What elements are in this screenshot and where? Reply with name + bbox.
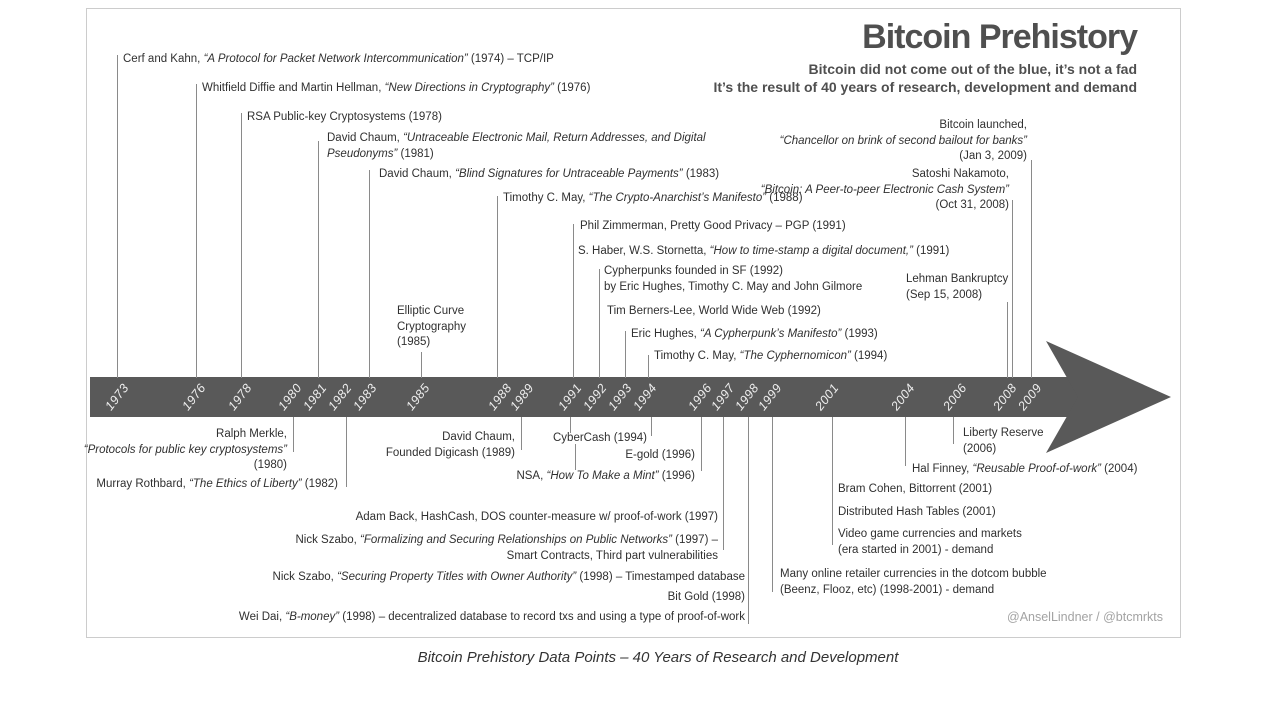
event-text-line: Satoshi Nakamoto, bbox=[911, 168, 1009, 180]
event-text-line: Elliptic Curve bbox=[397, 305, 465, 317]
connector-liberty-2006 bbox=[953, 417, 954, 444]
event-text-line: Timothy C. May, “The Crypto-Anarchist’s Manifesto” (1988) bbox=[503, 192, 803, 204]
watermark-credit: @AnselLindner / @btcmrkts bbox=[1007, 610, 1163, 624]
connector-rsa-1978 bbox=[241, 113, 242, 378]
year-label-1998: 1998 bbox=[732, 380, 762, 414]
year-label-1996: 1996 bbox=[685, 380, 715, 414]
year-label-1988: 1988 bbox=[485, 380, 515, 414]
connector-tick-1994 bbox=[651, 417, 652, 436]
event-text-line: (Sep 15, 2008) bbox=[906, 288, 983, 301]
event-text-line: Cryptography bbox=[397, 320, 467, 333]
event-dotcom-retailer-currencies-1999 bbox=[780, 567, 1047, 598]
connector-chaum-1983 bbox=[369, 170, 370, 378]
connector-whitepaper-2008 bbox=[1012, 200, 1013, 378]
connector-chaum-1981 bbox=[318, 141, 319, 378]
event-text-line: David Chaum, “Blind Signatures for Untraceable Payments” (1983) bbox=[379, 168, 720, 180]
event-distributed-hash-tables-2001 bbox=[838, 505, 996, 521]
event-cybercash-1994 bbox=[553, 431, 647, 447]
event-text-line: CyberCash (1994) bbox=[553, 432, 647, 444]
event-liberty-reserve-2006 bbox=[963, 426, 1044, 457]
event-text-line: (Oct 31, 2008) bbox=[935, 199, 1009, 211]
event-bitcoin-launched-2009 bbox=[780, 118, 1027, 165]
connector-may-1988 bbox=[497, 196, 498, 378]
event-text-line: (1985) bbox=[397, 336, 431, 348]
event-text-line: (era started in 2001) - demand bbox=[838, 543, 994, 556]
event-digicash-founded-1989 bbox=[386, 430, 515, 461]
connector-digicash-1989 bbox=[521, 417, 522, 450]
event-elliptic-curve-cryptography-1985 bbox=[397, 304, 466, 351]
event-b-money-1998 bbox=[239, 610, 745, 626]
event-text-line: Bitcoin launched, bbox=[939, 119, 1027, 131]
year-label-1993: 1993 bbox=[605, 380, 635, 414]
event-text-line: (2006) bbox=[963, 442, 997, 455]
year-label-2006: 2006 bbox=[940, 380, 970, 414]
connector-cyphernomicon-1994 bbox=[648, 355, 649, 378]
event-cypherpunks-founded-1992 bbox=[604, 264, 862, 295]
year-label-2004: 2004 bbox=[888, 380, 918, 414]
connector-szabo-1998 bbox=[748, 417, 749, 624]
event-hashcash-1997 bbox=[356, 510, 718, 526]
year-label-2008: 2008 bbox=[990, 380, 1020, 414]
event-cypherpunk-manifesto-1993 bbox=[631, 327, 878, 343]
event-text-line: Cypherpunks founded in SF (1992) bbox=[604, 265, 783, 277]
connector-launch-2009 bbox=[1031, 160, 1032, 378]
connector-merkle-1980 bbox=[293, 417, 294, 452]
year-label-2001: 2001 bbox=[812, 380, 842, 414]
event-text-line: Many online retailer currencies in the dotcom bubble bbox=[780, 568, 1047, 580]
year-label-1976: 1976 bbox=[179, 380, 209, 414]
event-bittorrent-2001 bbox=[838, 482, 992, 498]
event-text-line: Ralph Merkle, bbox=[216, 428, 287, 440]
event-crypto-anarchist-manifesto-1988 bbox=[503, 191, 803, 207]
year-label-1997: 1997 bbox=[708, 380, 738, 414]
connector-egold-nsa-1996 bbox=[701, 417, 702, 471]
event-rsa-1978 bbox=[247, 110, 442, 126]
event-merkle-public-key-protocols-1980 bbox=[84, 427, 287, 474]
event-szabo-property-titles-1998 bbox=[273, 570, 745, 586]
connector-hashcash-szabo-1997 bbox=[723, 417, 724, 550]
connector-dotcom-1999 bbox=[772, 417, 773, 592]
event-text-line: Video game currencies and markets bbox=[838, 528, 1022, 540]
event-text-line: Bram Cohen, Bittorrent (2001) bbox=[838, 483, 993, 495]
event-szabo-formalizing-relationships-1997 bbox=[295, 533, 718, 564]
event-text-line: Nick Szabo, “Formalizing and Securing Relationships on Public Networks” (1997) – bbox=[295, 534, 718, 546]
event-tcpip-1974 bbox=[123, 52, 554, 68]
event-rothbard-ethics-of-liberty-1982 bbox=[96, 477, 338, 493]
event-e-gold-1996 bbox=[625, 448, 695, 464]
connector-tcpip-1974 bbox=[117, 55, 118, 378]
connector-new-directions-1976 bbox=[196, 84, 197, 378]
year-label-1989: 1989 bbox=[507, 380, 537, 414]
event-text-line: by Eric Hughes, Timothy C. May and John Gilmore bbox=[604, 280, 863, 293]
event-text-line: Cerf and Kahn, “A Protocol for Packet Network Intercommunication” (1974) – TCP/IP bbox=[123, 53, 554, 65]
event-bitcoin-whitepaper-2008 bbox=[761, 167, 1009, 214]
event-text-line: Smart Contracts, Third part vulnerabilities bbox=[506, 549, 718, 562]
year-label-1992: 1992 bbox=[580, 380, 610, 414]
year-label-1981: 1981 bbox=[300, 380, 330, 414]
year-label-1994: 1994 bbox=[630, 380, 660, 414]
event-text-line: “Bitcoin: A Peer-to-peer Electronic Cash System” bbox=[760, 183, 1009, 196]
year-label-1980: 1980 bbox=[275, 380, 305, 414]
event-bit-gold-1998 bbox=[668, 590, 745, 606]
event-text-line: Pseudonyms” (1981) bbox=[327, 147, 434, 160]
event-reusable-proof-of-work-2004 bbox=[912, 462, 1137, 478]
event-text-line: Liberty Reserve bbox=[963, 427, 1044, 439]
event-cyphernomicon-1994 bbox=[654, 349, 887, 365]
event-text-line: David Chaum, bbox=[442, 431, 515, 443]
year-label-1983: 1983 bbox=[350, 380, 380, 414]
event-lehman-bankruptcy-2008 bbox=[906, 272, 1008, 303]
subtitle-line1: Bitcoin did not come out of the blue, it’s not a fad bbox=[808, 61, 1137, 77]
timeline-arrowhead-icon bbox=[1040, 338, 1176, 458]
year-label-1991: 1991 bbox=[555, 380, 585, 414]
event-text-line: Wei Dai, “B-money” (1998) – decentralized database to record txs and using a type of proof-of-work bbox=[238, 611, 745, 623]
year-label-1985: 1985 bbox=[403, 380, 433, 414]
event-time-stamp-digital-document-1991 bbox=[578, 244, 949, 260]
event-pgp-1991 bbox=[580, 219, 846, 235]
event-chaum-blind-signatures-1983 bbox=[379, 167, 719, 183]
connector-pgp-haber-1991 bbox=[573, 224, 574, 378]
year-label-1982: 1982 bbox=[325, 380, 355, 414]
event-text-line: Phil Zimmerman, Pretty Good Privacy – PGP (1991) bbox=[580, 220, 846, 232]
connector-manifesto-1993 bbox=[625, 331, 626, 378]
event-text-line: Hal Finney, “Reusable Proof-of-work” (2004) bbox=[912, 463, 1138, 475]
year-label-1999: 1999 bbox=[755, 380, 785, 414]
connector-cypherpunks-www-1992 bbox=[599, 269, 600, 378]
image-caption: Bitcoin Prehistory Data Points – 40 Years of Research and Development bbox=[417, 649, 899, 666]
year-label-2009: 2009 bbox=[1015, 380, 1045, 414]
event-text-line: Murray Rothbard, “The Ethics of Liberty” (1982) bbox=[96, 478, 338, 490]
event-text-line: Nick Szabo, “Securing Property Titles with Owner Authority” (1998) – Timestamped database bbox=[272, 571, 745, 583]
page-title: Bitcoin Prehistory bbox=[862, 18, 1137, 56]
event-text-line: Tim Berners-Lee, World Wide Web (1992) bbox=[607, 305, 821, 317]
connector-finney-2004 bbox=[905, 417, 906, 466]
event-text-line: RSA Public-key Cryptosystems (1978) bbox=[247, 111, 442, 123]
connector-group-2001 bbox=[832, 417, 833, 545]
event-text-line: Distributed Hash Tables (2001) bbox=[838, 506, 996, 518]
event-text-line: S. Haber, W.S. Stornetta, “How to time-stamp a digital document,” (1991) bbox=[578, 245, 950, 257]
event-text-line: Adam Back, HashCash, DOS counter-measure w/ proof-of-work (1997) bbox=[355, 511, 718, 523]
year-label-1973: 1973 bbox=[102, 380, 132, 414]
event-text-line: (Jan 3, 2009) bbox=[959, 150, 1027, 162]
subtitle-line2: It’s the result of 40 years of research, development and demand bbox=[713, 79, 1137, 95]
connector-ecc-1985 bbox=[421, 352, 422, 378]
event-text-line: Founded Digicash (1989) bbox=[385, 446, 515, 459]
connector-cybercash-egold-link bbox=[575, 444, 576, 470]
event-text-line: Timothy C. May, “The Cyphernomicon” (1994) bbox=[654, 350, 888, 362]
event-text-line: E-gold (1996) bbox=[625, 449, 695, 461]
event-nsa-how-to-make-a-mint-1996 bbox=[516, 469, 695, 485]
event-text-line: Bit Gold (1998) bbox=[667, 591, 745, 603]
event-text-line: Whitfield Diffie and Martin Hellman, “New Directions in Cryptography” (1976) bbox=[202, 82, 591, 94]
connector-rothbard-1982 bbox=[346, 417, 347, 487]
event-text-line: “Chancellor on brink of second bailout for banks” bbox=[779, 134, 1027, 147]
event-new-directions-cryptography-1976 bbox=[202, 81, 590, 97]
event-text-line: Lehman Bankruptcy bbox=[906, 273, 1009, 285]
event-chaum-untraceable-mail-1981 bbox=[327, 131, 706, 162]
event-text-line: (1980) bbox=[253, 459, 287, 471]
event-world-wide-web-1992 bbox=[607, 304, 821, 320]
event-text-line: (Beenz, Flooz, etc) (1998-2001) - demand bbox=[780, 583, 995, 596]
event-text-line: “Protocols for public key cryptosystems” bbox=[83, 443, 287, 456]
year-label-1978: 1978 bbox=[225, 380, 255, 414]
event-text-line: Eric Hughes, “A Cypherpunk’s Manifesto” (1993) bbox=[631, 328, 878, 340]
connector-lehman-2008 bbox=[1007, 302, 1008, 378]
event-text-line: David Chaum, “Untraceable Electronic Mail, Return Addresses, and Digital bbox=[327, 132, 706, 144]
event-text-line: NSA, “How To Make a Mint” (1996) bbox=[516, 470, 695, 482]
event-video-game-currencies-2001 bbox=[838, 527, 1022, 558]
